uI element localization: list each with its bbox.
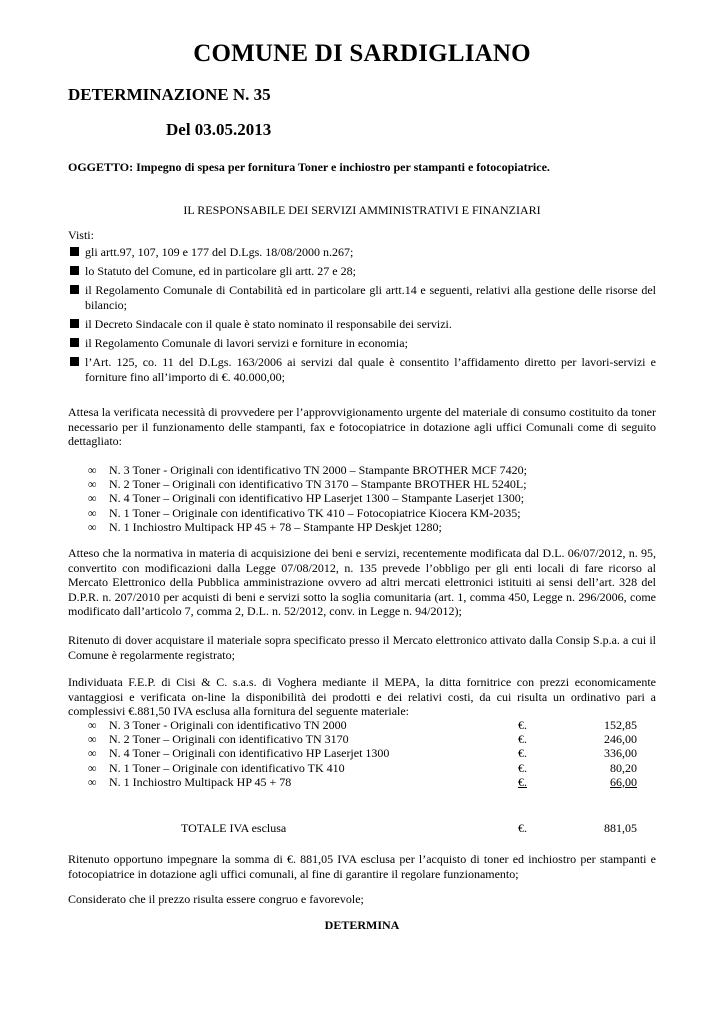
list-item <box>88 491 656 505</box>
cost-currency: €. <box>518 760 527 775</box>
cost-list <box>88 718 638 789</box>
cost-amount: 336,00 <box>604 746 637 761</box>
cost-currency: €. <box>518 732 527 747</box>
square-bullet-icon <box>70 266 79 275</box>
cost-amount: 66,00 <box>610 774 637 789</box>
list-item <box>88 463 656 477</box>
infinity-bullet-icon: ∞ <box>88 760 97 775</box>
infinity-bullet-icon: ∞ <box>88 732 97 747</box>
cost-description: N. 1 Inchiostro Multipack HP 45 + 78 <box>109 774 292 789</box>
cost-currency: €. <box>518 774 527 789</box>
page-title: COMUNE DI SARDIGLIANO <box>193 40 531 67</box>
square-bullet-icon <box>70 247 79 256</box>
visti-item <box>68 264 656 279</box>
cost-row <box>88 775 638 789</box>
infinity-bullet-icon: ∞ <box>88 477 97 492</box>
cost-description: N. 2 Toner – Originali con identificativo TN 3170 <box>109 732 349 747</box>
responsabile-heading: IL RESPONSABILE DEI SERVIZI AMMINISTRATIVI E FINANZIARI <box>183 203 541 217</box>
cost-row <box>88 732 638 746</box>
square-bullet-icon <box>70 357 79 366</box>
visti-item-text: il Regolamento Comunale di lavori servizi e forniture in economia; <box>85 335 408 350</box>
square-bullet-icon <box>70 319 79 328</box>
list-item-text: N. 1 Toner – Originale con identificativo TK 410 – Fotocopiatrice Kiocera KM-2035; <box>109 505 521 520</box>
infinity-bullet-icon: ∞ <box>88 746 97 761</box>
infinity-bullet-icon: ∞ <box>88 505 97 520</box>
paragraph-ritenuto-impegnare: Ritenuto opportuno impegnare la somma di €. 881,05 IVA esclusa per l’acquisto di toner ed inchiostro per stampanti e fotocopiatrice in dotazione agli uffici comunali, al fine di garantire il regolare funzionamento; <box>68 852 656 881</box>
list-item <box>88 520 656 534</box>
visti-item <box>68 336 656 351</box>
paragraph-atteso: Atteso che la normativa in materia di acquisizione dei beni e servizi, recentemente modificata dal D.L. 06/07/2012, n. 95, convertito con modificazioni dalla Legge 07/08/2012, n. 135 prevede l’obbligo per gli enti locali di fare ricorso al Mercato Elettronico della Pubblica amministrazione ovvero ad altri mercati elettronici istituiti ai sensi dell’art. 328 del D.P.R. n. 207/2010 per acquisti di beni e servizi sotto la soglia comunitaria (art. 1, comma 450, Legge n. 296/2006, come modificato dall’articolo 7, comma 2, D.L. n. 52/2012, conv. in Legge n. 94/2012); <box>68 546 656 619</box>
infinity-bullet-icon: ∞ <box>88 774 97 789</box>
visti-item-text: gli artt.97, 107, 109 e 177 del D.Lgs. 18/08/2000 n.267; <box>85 245 354 259</box>
visti-item <box>68 245 656 260</box>
visti-item-text: il Decreto Sindacale con il quale è stato nominato il responsabile dei servizi. <box>85 316 452 331</box>
cost-currency: €. <box>518 718 527 732</box>
visti-list <box>68 245 656 389</box>
cost-row <box>88 718 638 732</box>
totale-label: TOTALE IVA esclusa <box>181 821 287 835</box>
paragraph-individuata: Individuata F.E.P. di Cisi & C. s.a.s. di Voghera mediante il MEPA, la ditta fornitrice con prezzi economicamente vantaggiosi e verificata on-line la disponibilità dei prodotti e dei relativi costi, da cui risulta un ordinativo pari a complessivi €.881,50 IVA esclusa alla fornitura del seguente materiale: <box>68 675 656 719</box>
totale-row <box>68 821 638 837</box>
square-bullet-icon <box>70 338 79 347</box>
square-bullet-icon <box>70 285 79 294</box>
cost-amount: 152,85 <box>604 718 637 732</box>
paragraph-attesa: Attesa la verificata necessità di provvedere per l’approvvigionamento urgente del materiale di consumo costituito da toner necessario per il funzionamento delle stampanti, fax e fotocopiatrice in dotazione agli uffici Comunali come di seguito dettagliato: <box>68 405 656 449</box>
paragraph-ritenuto: Ritenuto di dover acquistare il materiale sopra specificato presso il Mercato elettronico attivato dalla Consip S.p.a. a cui il Comune è regolarmente registrato; <box>68 633 656 662</box>
visti-item <box>68 355 656 384</box>
cost-row <box>88 746 638 760</box>
infinity-bullet-icon: ∞ <box>88 491 97 506</box>
material-list <box>88 463 656 534</box>
cost-description: N. 4 Toner – Originali con identificativo HP Laserjet 1300 <box>109 746 390 761</box>
oggetto-line: OGGETTO: Impegno di spesa per fornitura Toner e inchiostro per stampanti e fotocopiatrice. <box>68 160 550 174</box>
visti-item-text: l’Art. 125, co. 11 del D.Lgs. 163/2006 ai servizi dal quale è consentito l’affidamento diretto per lavori-servizi e forniture fino all’importo di €. 40.000,00; <box>85 355 656 384</box>
list-item <box>88 506 656 520</box>
infinity-bullet-icon: ∞ <box>88 718 97 732</box>
cost-currency: €. <box>518 746 527 761</box>
cost-amount: 246,00 <box>604 732 637 747</box>
list-item-text: N. 2 Toner – Originali con identificativo TN 3170 – Stampante BROTHER HL 5240L; <box>109 477 527 492</box>
totale-currency: €. <box>518 821 527 835</box>
totale-amount: 881,05 <box>604 821 637 835</box>
visti-item-text: il Regolamento Comunale di Contabilità ed in particolare gli artt.14 e seguenti, relativi alla gestione delle risorse del bilancio; <box>85 283 656 312</box>
visti-item <box>68 283 656 312</box>
visti-item <box>68 317 656 332</box>
list-item-text: N. 1 Inchiostro Multipack HP 45 + 78 – Stampante HP Deskjet 1280; <box>109 519 442 534</box>
visti-label: Visti: <box>68 228 94 242</box>
cost-description: N. 3 Toner - Originali con identificativo TN 2000 <box>109 718 347 732</box>
cost-row <box>88 761 638 775</box>
infinity-bullet-icon: ∞ <box>88 519 97 534</box>
cost-amount: 80,20 <box>610 760 637 775</box>
infinity-bullet-icon: ∞ <box>88 463 97 477</box>
cost-description: N. 1 Toner – Originale con identificativo TK 410 <box>109 760 345 775</box>
list-item-text: N. 3 Toner - Originali con identificativo TN 2000 – Stampante BROTHER MCF 7420; <box>109 463 528 477</box>
visti-item-text: lo Statuto del Comune, ed in particolare gli artt. 27 e 28; <box>85 264 356 279</box>
paragraph-considerato: Considerato che il prezzo risulta essere congruo e favorevole; <box>68 892 364 906</box>
determinazione-number: DETERMINAZIONE N. 35 <box>68 85 271 104</box>
determina-heading: DETERMINA <box>324 918 400 932</box>
determinazione-date: Del 03.05.2013 <box>166 120 272 139</box>
list-item <box>88 477 656 491</box>
list-item-text: N. 4 Toner – Originali con identificativo HP Laserjet 1300 – Stampante Laserjet 1300; <box>109 491 525 506</box>
